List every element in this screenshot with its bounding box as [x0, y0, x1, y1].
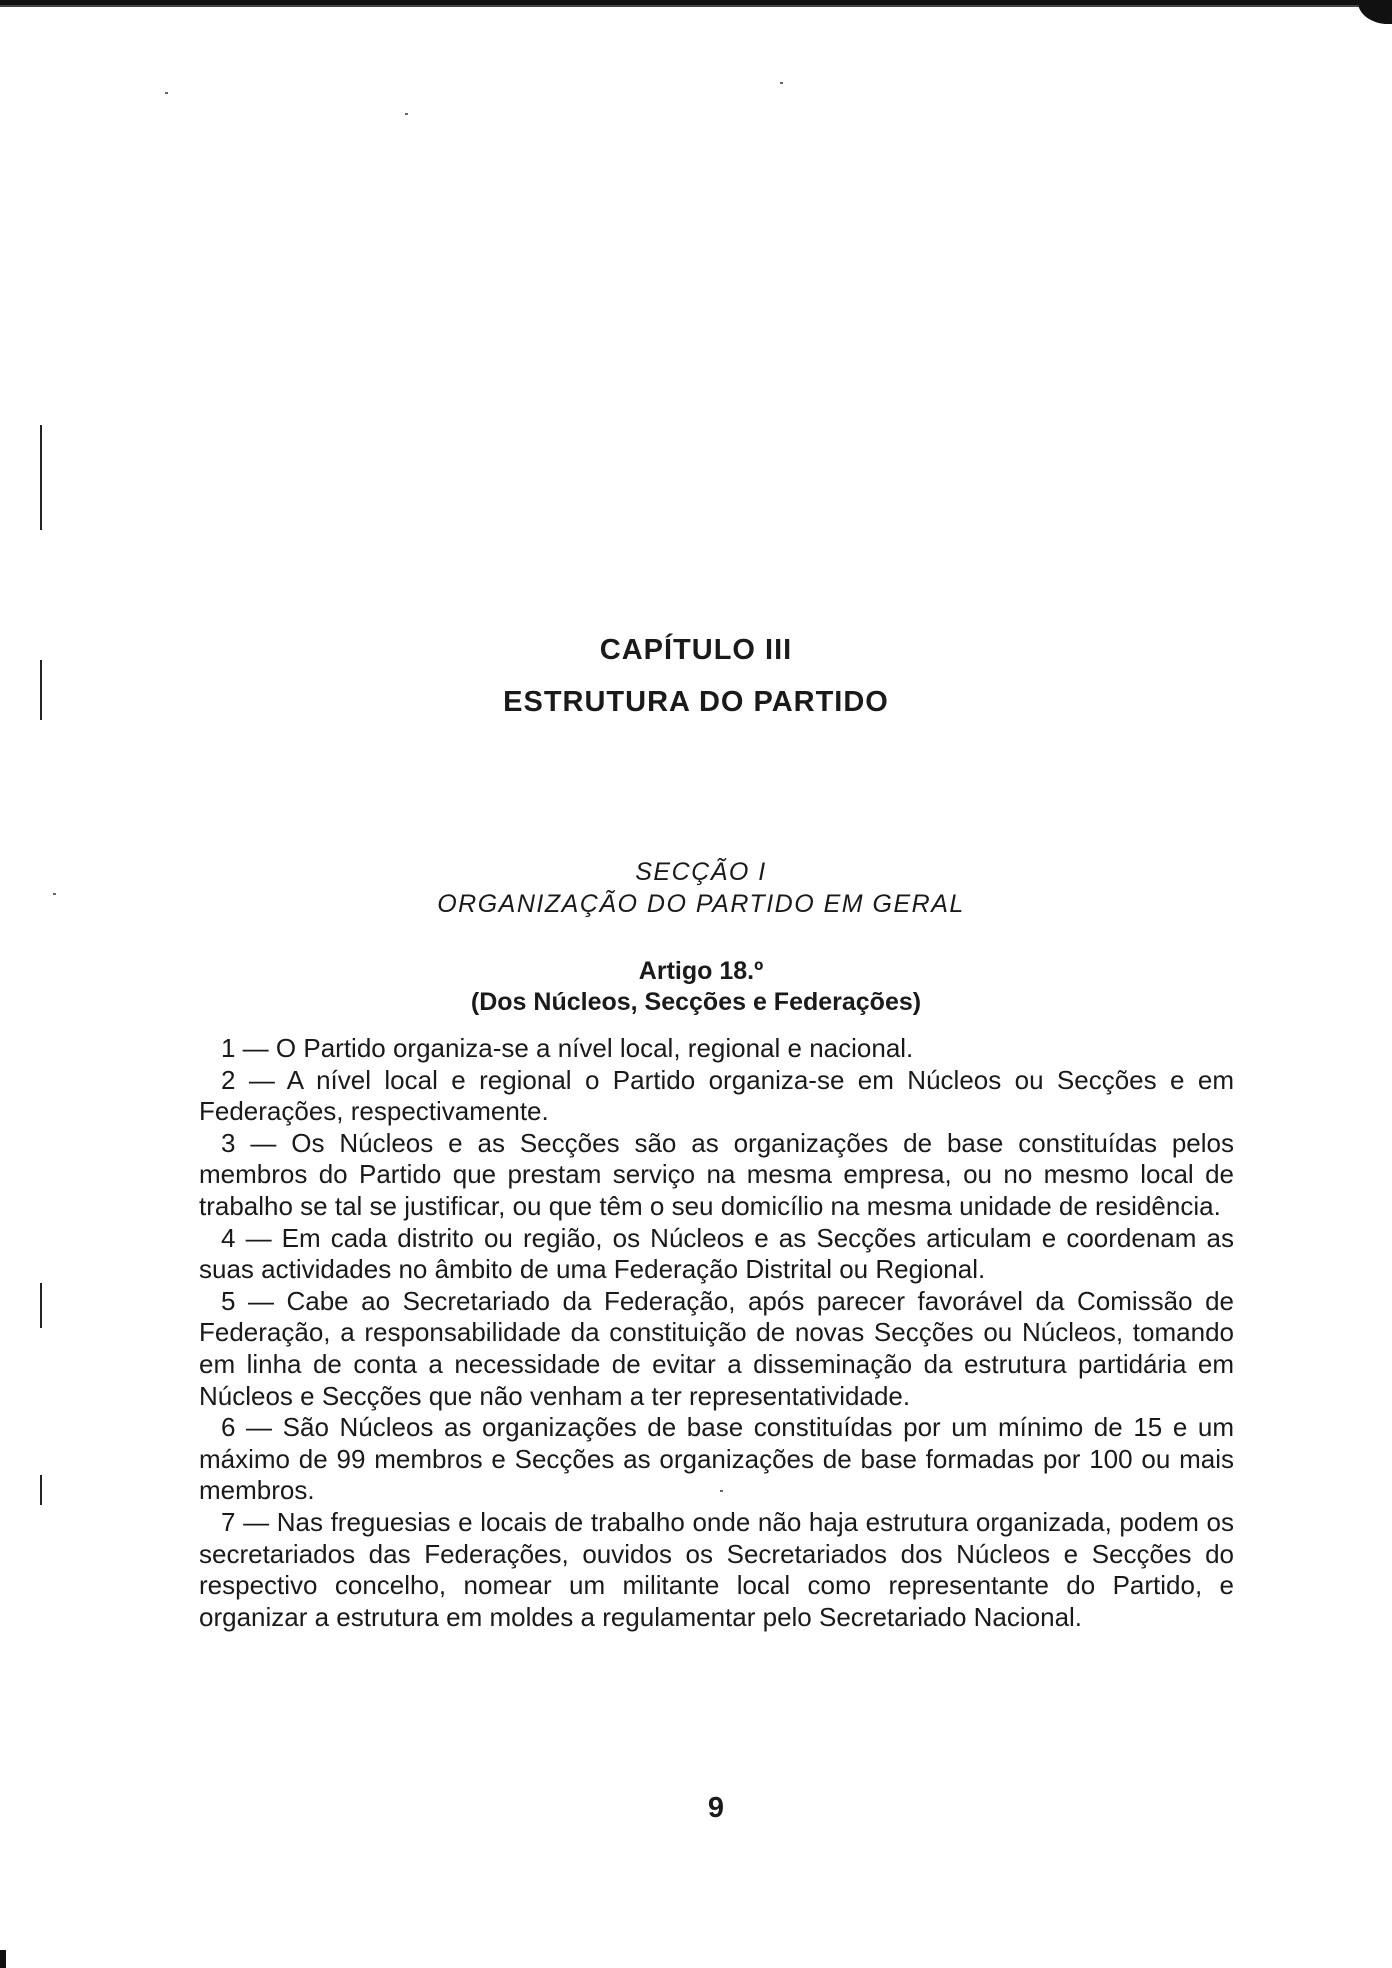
article-paragraph-2: 2 — A nível local e regional o Partido organiza-se em Núcleos ou Secções e em Federações, respectivamente.: [199, 1064, 1234, 1127]
article-title: (Dos Núcleos, Secções e Federações): [470, 988, 922, 1016]
page-number: 9: [707, 1792, 725, 1824]
scan-margin-mark: [40, 1475, 42, 1505]
scan-margin-mark: [40, 1283, 42, 1328]
scan-top-edge: [0, 0, 1392, 9]
chapter-heading: CAPÍTULO III: [599, 634, 793, 666]
scan-margin-mark: [40, 425, 42, 530]
scan-speck: [405, 113, 408, 115]
scan-speck: [165, 92, 168, 94]
article-body: [199, 1033, 1234, 1633]
section-label: SECÇÃO I: [635, 858, 767, 886]
section-title: ORGANIZAÇÃO DO PARTIDO EM GERAL: [437, 890, 965, 918]
scan-speck: [780, 82, 783, 84]
scan-corner-mark: [0, 1950, 6, 1968]
article-paragraph-7: 7 — Nas freguesias e locais de trabalho onde não haja estrutura organizada, podem os secretariados das Federações, ouvidos os Secretariados dos Núcleos e Secções do respectivo concelho, nomear um militante local como representante do Partido, e organizar a estrutura em moldes a regulamentar pelo Secretariado Nacional.: [199, 1506, 1234, 1632]
article-paragraph-4: 4 — Em cada distrito ou região, os Núcleos e as Secções articulam e coordenam as suas actividades no âmbito de uma Federação Distrital ou Regional.: [199, 1222, 1234, 1285]
article-paragraph-1: 1 — O Partido organiza-se a nível local, regional e nacional.: [221, 1033, 914, 1063]
article-paragraph-6: 6 — São Núcleos as organizações de base constituídas por um mínimo de 15 e um máximo de 99 membros e Secções as organizações de base formadas por 100 ou mais membros.: [199, 1412, 1234, 1506]
chapter-title: ESTRUTURA DO PARTIDO: [503, 686, 889, 718]
article-paragraph-3: 3 — Os Núcleos e as Secções são as organizações de base constituídas pelos membros do Partido que prestam serviço na mesma empresa, ou no mesmo local de trabalho se tal se justificar, ou que têm o seu domicílio na mesma unidade de residência.: [199, 1127, 1234, 1221]
article-paragraph-5: 5 — Cabe ao Secretariado da Federação, após parecer favorável da Comissão de Federação, a responsabilidade da constituição de novas Secções ou Núcleos, tomando em linha de conta a necessidade de evitar a disseminação da estrutura partidária em Núcleos e Secções que não venham a ter representatividade.: [199, 1285, 1234, 1411]
article-number: Artigo 18.º: [638, 957, 764, 985]
scan-corner-shadow: [1358, 0, 1392, 24]
